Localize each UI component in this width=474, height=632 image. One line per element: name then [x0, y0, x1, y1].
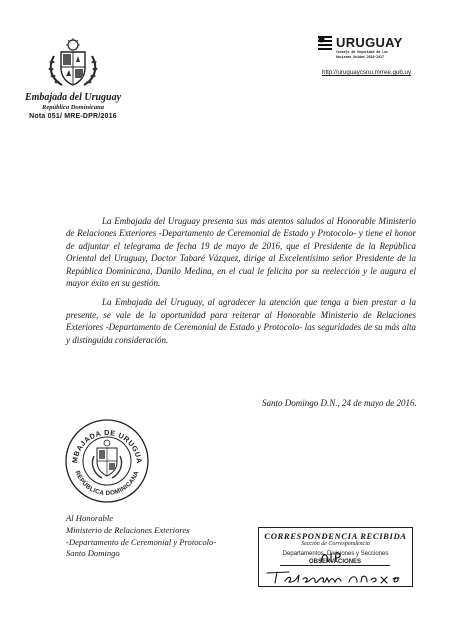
stamp-initials-signature [319, 550, 359, 564]
stamp-observations: OBSERVACIONES [280, 559, 390, 566]
note-number: Nota 051/ MRE-DPR/2016 [29, 113, 117, 120]
addressee-block [66, 513, 216, 560]
logo-url-link[interactable]: http://uruguaycsnu.mrree.gub.uy [322, 69, 412, 76]
logo-title: URUGUAY [336, 35, 403, 50]
addressee-line-3: -Departamento de Ceremonial y Protocolo- [66, 536, 217, 547]
stamp-subtitle: Sección de Correspondencia [301, 541, 370, 547]
uruguay-csnu-logo [318, 36, 448, 76]
body-paragraph-1: La Embajada del Uruguay presenta sus más atentos saludos al Honorable Ministerio de Relaciones Exteriores -Departamento de Ceremonial de Estado y Protocolo- y tiene el honor de adjuntar el telegrama de fecha 19 de mayo de 2016, que el Presidente de la República Oriental del Uruguay, Doctor Tabaré Vázquez, dirige al Excelentísimo señor Presidente de la República Dominicana, Danilo Medina, en el cual le felicita por su reelección y le augura el mayor éxito en su gestión. [66, 216, 416, 289]
seal-text-bottom: REPÚBLICA DOMINICANA [73, 469, 141, 498]
embassy-seal [64, 418, 150, 504]
seal-text-top: MBAJADA DE URUGUA [69, 427, 145, 464]
embassy-header [18, 38, 128, 120]
addressee-line-2: Ministerio de Relaciones Exteriores [66, 524, 190, 535]
embassy-location: República Dominicana [42, 104, 104, 111]
stamp-department: Departamentos, Divisiones y Secciones [282, 551, 389, 557]
stamp-handwritten-note [263, 569, 409, 585]
logo-subtitle-1: Consejo de Seguridad de las [336, 50, 388, 54]
addressee-line-1: Al Honorable [66, 513, 114, 523]
date-line: Santo Domingo D.N., 24 de mayo de 2016. [262, 398, 417, 408]
addressee-line-4: Santo Domingo [66, 548, 120, 559]
embassy-name: Embajada del Uruguay [24, 92, 122, 103]
uruguay-flag-icon [318, 36, 332, 52]
logo-subtitle-2: Naciones Unidas 2016-2017 [336, 55, 384, 59]
body-paragraph-2: La Embajada del Uruguay, al agradecer la atención que tenga a bien prestar a la presente, se vale de la oportunidad para reiterar al Honorable Ministerio de Relaciones Exteriores -Departamento de Ceremonial de Estado y Protocolo- las seguridades de su más alta y distinguida consideración. [66, 297, 416, 345]
coat-of-arms-icon [44, 38, 102, 88]
correspondence-received-stamp [258, 527, 413, 587]
letter-body [66, 215, 416, 346]
stamp-title: CORRESPONDENCIA RECIBIDA [264, 531, 407, 541]
